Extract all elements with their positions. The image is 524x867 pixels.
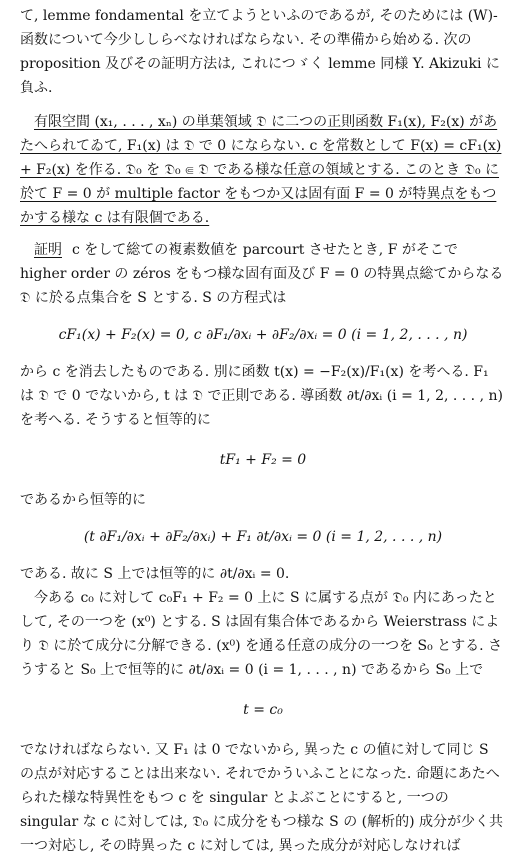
proof-text: c をして総ての複素数値を parcourt させたとき, F がそこで higher order の zéros をもつ様な固有面及び F = 0 の特異点総てからなる 𝔇 に於る点集合を S とする. S の方程式は <box>20 242 504 306</box>
paragraph-intro: て, lemme fondamental を立てようといふのであるが, そのためには (W)-函数について今少ししらべなければならない. その準備から始める. 次の proposition 及びその証明方法は, これにつゞく lemme 同様 Y. Akizuki に負ふ. <box>20 8 500 96</box>
equation-t-const: t = c₀ <box>243 702 283 718</box>
proposition-statement: 有限空間 (x₁, . . . , xₙ) の単葉領域 𝔇 に二つの正則函数 F₁(x), F₂(x) があたへられてゐて, F₁(x) は 𝔇 で 0 にならない. c を常数として F(x) = cF₁(x) + F₂(x) を作る. 𝔇₀ を 𝔇₀ ⋐ 𝔇 である様な任意の領域とする. このとき 𝔇₀ に於て F = 0 が multiple factor をもつか又は固有面 F = 0 が特異点をもつかする様な c は有限個である. <box>20 114 502 226</box>
paragraph-eliminate-c: から c を消去したものである. 別に函数 t(x) = −F₂(x)/F₁(x) を考へる. F₁ は 𝔇 で 0 でないから, t は 𝔇 で正則である. 導函数 ∂t/∂xᵢ (i = 1, 2, . . . , n) を考へる. そうすると恒等的に <box>20 364 503 428</box>
paragraph-identically: であるから恒等的に <box>20 492 146 508</box>
equation-derivative-identity: (t ∂F₁/∂xᵢ + ∂F₂/∂xᵢ) + F₁ ∂t/∂xᵢ = 0 (i = 1, 2, . . . , n) <box>83 529 443 545</box>
paragraph-component: 今ある c₀ に対して c₀F₁ + F₂ = 0 上に S に属する点が 𝔇₀ 内にあったとして, その一つを (x⁰) とする. S は固有集合体であるから Weierstrass により 𝔇 に於て成分に分解できる. (x⁰) を通る任意の成分の一つを S₀ とする. さうすると S₀ 上で恒等的に ∂t/∂xᵢ = 0 (i = 1, . . . , n) であるから S₀ 上で <box>20 590 503 678</box>
proof-paragraph <box>20 238 506 310</box>
paragraph-dt-zero: である. 故に S 上では恒等的に ∂t/∂xᵢ = 0. <box>20 566 290 582</box>
equation-s-system: cF₁(x) + F₂(x) = 0, c ∂F₁/∂xᵢ + ∂F₂/∂xᵢ = 0 (i = 1, 2, . . . , n) <box>58 327 468 343</box>
equation-identity: tF₁ + F₂ = 0 <box>219 452 307 468</box>
proof-label: 証明 <box>34 242 62 258</box>
paragraph-singular: でなければならない. 又 F₁ は 0 でないから, 異った c の値に対して同じ S の点が対応することは出来ない. それでかういふことになった. 命題にあたへられた様な特異性をもつ c を singular とよぶことにすると, 一つの singular な c に対しては, 𝔇₀ に成分をもつ様な S の (解析的) 成分が少く共一つ対応し, その時異った c に対しては, 異った成分が対応しなければ <box>20 742 504 854</box>
